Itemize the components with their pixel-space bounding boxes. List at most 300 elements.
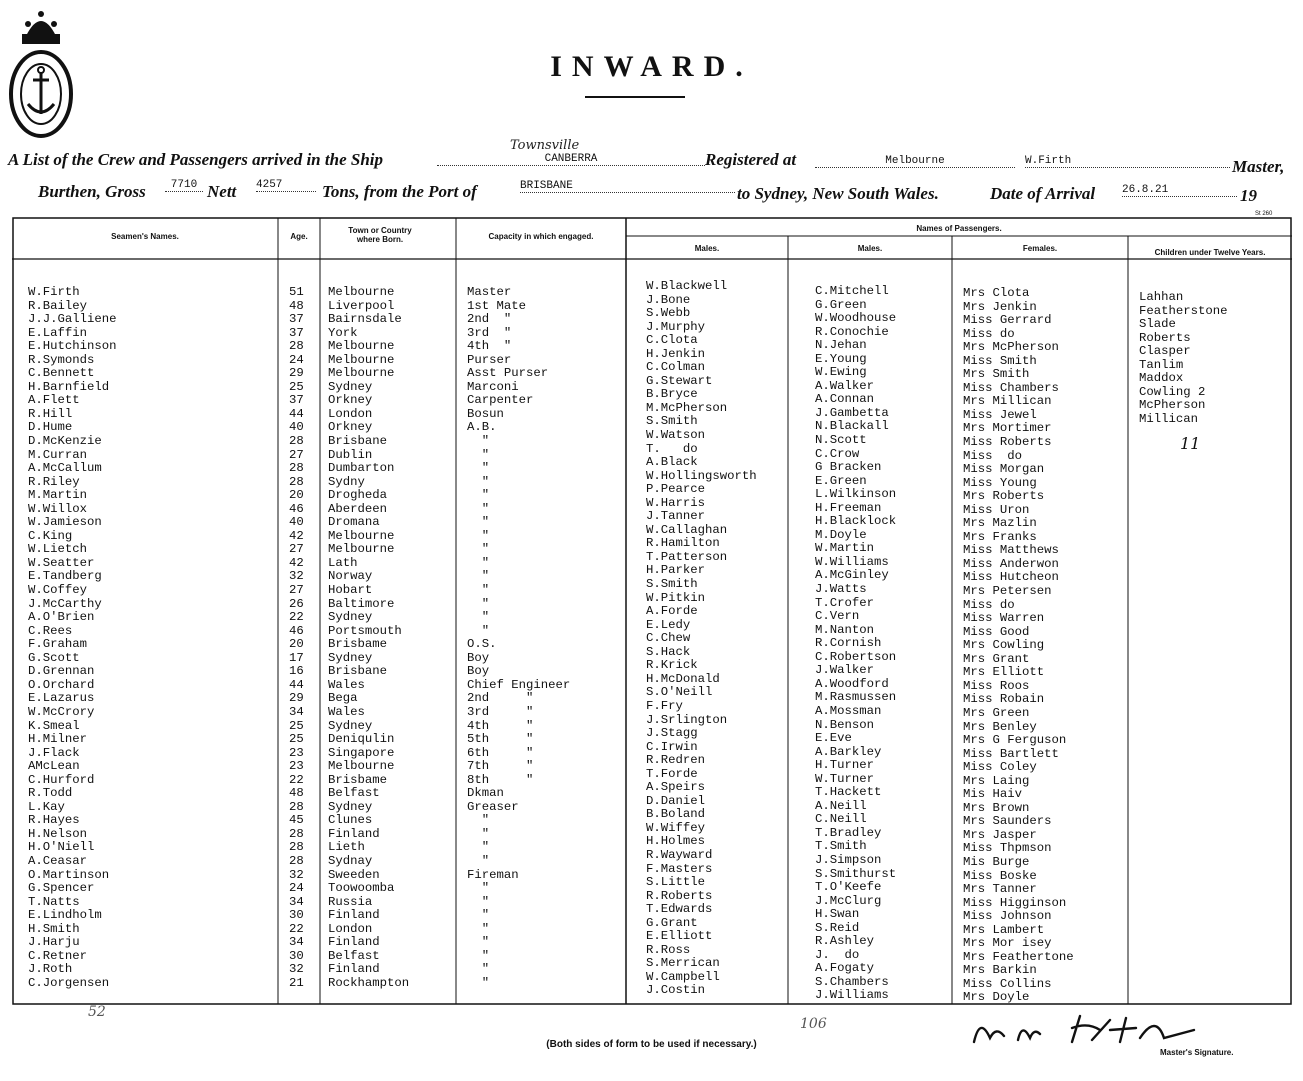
- crew-name: D.McKenzie: [28, 434, 102, 449]
- col-males-2: Males.: [857, 244, 883, 253]
- master-signature: [960, 1008, 1200, 1048]
- male-passenger: A.Black: [646, 455, 698, 470]
- crew-age: 37: [289, 393, 304, 408]
- female-passenger: Mrs Roberts: [963, 489, 1045, 504]
- crew-age: 45: [289, 813, 304, 828]
- crew-age: 37: [289, 325, 304, 340]
- male-passenger: G.Green: [815, 297, 867, 312]
- child-passenger: McPherson: [1139, 398, 1206, 413]
- children-column: [1139, 291, 1228, 426]
- col-seamen-names: Seamen's Names.: [111, 232, 179, 241]
- male-passenger: A.McGinley: [815, 568, 889, 583]
- crew-age: 25: [289, 379, 304, 394]
- female-passenger: Miss Matthews: [963, 543, 1059, 558]
- female-passenger: Mrs Mortimer: [963, 421, 1052, 436]
- crew-capacity-column: [467, 286, 570, 990]
- registered-label: Registered at: [705, 150, 797, 169]
- crew-capacity: Bosun: [467, 406, 504, 421]
- male-passenger: W.Martin: [815, 541, 875, 556]
- male-passenger: J.Tanner: [646, 509, 706, 524]
- male-passenger: F.Fry: [646, 698, 683, 713]
- crew-name: W.Lietch: [28, 542, 88, 557]
- crew-age: 44: [289, 677, 304, 692]
- crew-name: F.Graham: [28, 637, 88, 652]
- crew-capacity: ": [467, 853, 490, 868]
- crew-age: 28: [289, 799, 304, 814]
- crew-capacity: ": [467, 501, 490, 516]
- female-passenger: Mrs Saunders: [963, 814, 1052, 829]
- crew-town: Melbourne: [328, 366, 395, 381]
- crew-age: 28: [289, 826, 304, 841]
- crew-age: 44: [289, 406, 304, 421]
- male-passengers-column-1: [646, 280, 757, 998]
- male-passenger: A.Woodford: [815, 676, 889, 691]
- crew-name: J.McCarthy: [28, 596, 102, 611]
- crew-name: J.Flack: [28, 745, 80, 760]
- crew-age: 28: [289, 461, 304, 476]
- crew-name: R.Bailey: [28, 298, 88, 313]
- male-passenger: R.Roberts: [646, 888, 713, 903]
- crew-town: Finland: [328, 908, 380, 923]
- crew-capacity: ": [467, 515, 490, 530]
- crew-age: 28: [289, 474, 304, 489]
- male-passenger: W.Woodhouse: [815, 311, 897, 326]
- crew-capacity: ": [467, 610, 490, 625]
- male-passenger: S.Smithurst: [815, 866, 897, 881]
- crew-town: Brisbame: [328, 637, 388, 652]
- crew-town: Sydney: [328, 650, 373, 665]
- from-port: BRISBANE: [520, 180, 735, 193]
- crew-name: E.Laffin: [28, 325, 88, 340]
- crew-capacity: 3rd ": [467, 704, 534, 719]
- male-passenger: G Bracken: [815, 460, 882, 475]
- female-passenger: Mrs Barkin: [963, 963, 1037, 978]
- crew-capacity: A.B.: [467, 420, 497, 435]
- male-passenger: J.Walker: [815, 663, 875, 678]
- female-passenger: Miss Higginson: [963, 895, 1067, 910]
- arrival-date: 26.8.21: [1122, 184, 1237, 197]
- crew-town: Finland: [328, 962, 380, 977]
- male-passenger: J.Bone: [646, 292, 691, 307]
- male-passenger: M.McPherson: [646, 400, 728, 415]
- crew-age: 48: [289, 298, 304, 313]
- crew-name: H.Smith: [28, 921, 80, 936]
- male-passenger: R.Conochie: [815, 324, 889, 339]
- male-passenger: J.Costin: [646, 983, 706, 998]
- crew-capacity: ": [467, 623, 490, 638]
- male-passenger: W.Watson: [646, 428, 706, 443]
- ship-correction: Townsville: [510, 138, 580, 153]
- female-passenger: Miss Smith: [963, 353, 1037, 368]
- female-passenger: Mrs Cowling: [963, 638, 1045, 653]
- nett-label: Nett: [207, 182, 237, 201]
- crew-capacity: 1st Mate: [467, 298, 527, 313]
- male-passenger: S.Reid: [815, 920, 860, 935]
- male-passenger: M.Doyle: [815, 527, 867, 542]
- male-passenger: R.Ross: [646, 942, 691, 957]
- male-passenger: C.Chew: [646, 631, 691, 646]
- male-passenger: W.Turner: [815, 771, 875, 786]
- title-rule: [585, 96, 685, 98]
- crew-capacity: 2nd ": [467, 691, 534, 706]
- crew-town: Brisbane: [328, 664, 388, 679]
- total-count: 106: [800, 1016, 827, 1032]
- crew-capacity: ": [467, 488, 490, 503]
- female-passenger: Mis Burge: [963, 854, 1030, 869]
- crew-name: A.O'Brien: [28, 610, 95, 625]
- male-passenger: J.Williams: [815, 988, 889, 1003]
- col-males-1: Males.: [694, 244, 720, 253]
- female-passenger: Mrs Brown: [963, 800, 1030, 815]
- female-passenger: Miss Chambers: [963, 380, 1059, 395]
- crew-age: 22: [289, 772, 304, 787]
- crew-name: H.Barnfield: [28, 379, 110, 394]
- male-passenger: T.Hackett: [815, 785, 882, 800]
- crew-name: O.Martinson: [28, 867, 110, 882]
- crew-capacity: ": [467, 962, 490, 977]
- crew-name: W.McCrory: [28, 704, 95, 719]
- female-passenger: Mrs Elliott: [963, 665, 1045, 680]
- crew-age: 27: [289, 447, 304, 462]
- male-passenger: P.Pearce: [646, 482, 706, 497]
- male-passenger: R.Ashley: [815, 934, 875, 949]
- female-passengers-column: [963, 287, 1074, 1005]
- crew-capacity: ": [467, 975, 490, 990]
- female-passenger: Miss do: [963, 326, 1015, 341]
- crew-age: 46: [289, 501, 304, 516]
- crew-town: Melbourne: [328, 542, 395, 557]
- crew-name: A.Flett: [28, 393, 80, 408]
- female-passenger: Miss Gerrard: [963, 313, 1052, 328]
- male-passenger: S.Merrican: [646, 956, 720, 971]
- ship-name: CANBERRA: [437, 153, 705, 166]
- crew-town: Sweeden: [328, 867, 380, 882]
- male-passenger: L.Wilkinson: [815, 487, 897, 502]
- crew-capacity: ": [467, 894, 490, 909]
- crew-name: H.Nelson: [28, 826, 88, 841]
- crew-capacity: ": [467, 840, 490, 855]
- male-passenger: N.Benson: [815, 717, 875, 732]
- male-passengers-column-2: [815, 285, 896, 1003]
- crew-town: Orkney: [328, 393, 373, 408]
- male-passenger: E.Ledy: [646, 617, 691, 632]
- child-passenger: Cowling 2: [1139, 384, 1206, 399]
- crew-name: J.Harju: [28, 935, 80, 950]
- male-passenger: T.Edwards: [646, 902, 713, 917]
- crew-name: E.Hutchinson: [28, 339, 117, 354]
- male-passenger: T.Crofer: [815, 595, 875, 610]
- male-passenger: C.Clota: [646, 333, 698, 348]
- female-passenger: Miss do: [963, 448, 1023, 463]
- crew-capacity: 2nd ": [467, 312, 512, 327]
- crew-name: J.J.Galliene: [28, 312, 117, 327]
- crew-capacity: 4th ": [467, 718, 534, 733]
- arrival-label: Date of Arrival: [990, 184, 1096, 203]
- burthen-label: Burthen, Gross: [38, 182, 146, 201]
- male-passenger: A.Fogaty: [815, 961, 875, 976]
- crew-name: E.Tandberg: [28, 569, 102, 584]
- form-number: St 260: [1255, 211, 1273, 217]
- female-passenger: Mrs Smith: [963, 367, 1030, 382]
- male-passenger: E.Young: [815, 351, 867, 366]
- crew-capacity: O.S.: [467, 637, 497, 652]
- crew-capacity: ": [467, 935, 490, 950]
- female-passenger: Mrs Laing: [963, 773, 1030, 788]
- crew-age: 34: [289, 935, 304, 950]
- footer-note: (Both sides of form to be used if necessary.): [546, 1039, 757, 1050]
- crew-capacity: Boy: [467, 664, 490, 679]
- crew-town: Finland: [328, 826, 380, 841]
- crew-name: R.Hill: [28, 406, 73, 421]
- crew-town: York: [328, 325, 358, 340]
- col-females: Females.: [1022, 244, 1058, 253]
- master-name: W.Firth: [1025, 155, 1230, 168]
- crew-capacity: ": [467, 461, 490, 476]
- male-passenger: E.Eve: [815, 731, 852, 746]
- female-passenger: Mis Haiv: [963, 787, 1023, 802]
- crew-name: O.Orchard: [28, 677, 95, 692]
- crew-name: R.Todd: [28, 786, 73, 801]
- crew-age: 34: [289, 704, 304, 719]
- crew-capacity: Marconi: [467, 379, 519, 394]
- male-passenger: W.Ewing: [815, 365, 867, 380]
- crew-age: 42: [289, 555, 304, 570]
- male-passenger: J.Gambetta: [815, 405, 889, 420]
- male-passenger: A.Walker: [815, 378, 875, 393]
- year-prefix: 19: [1240, 186, 1257, 205]
- crew-name: A.McCallum: [28, 461, 102, 476]
- master-label: Master,: [1232, 157, 1285, 176]
- crew-age: 22: [289, 610, 304, 625]
- registered-port: Melbourne: [815, 155, 1015, 168]
- crew-town: Brisbane: [328, 434, 388, 449]
- male-passenger: N.Blackall: [815, 419, 889, 434]
- male-passenger: J.Stagg: [646, 726, 698, 741]
- crew-town: Liverpool: [328, 298, 395, 313]
- crew-town: Brisbame: [328, 772, 388, 787]
- crew-age: 20: [289, 488, 304, 503]
- crew-town: Clunes: [328, 813, 373, 828]
- female-passenger: Miss Anderwon: [963, 556, 1059, 571]
- crew-age: 32: [289, 569, 304, 584]
- crew-name: T.Natts: [28, 894, 80, 909]
- page-title: INWARD.: [550, 50, 753, 83]
- child-passenger: Tanlim: [1139, 357, 1184, 372]
- male-passenger: B.Boland: [646, 807, 706, 822]
- crew-capacity: Carpenter: [467, 393, 534, 408]
- male-passenger: C.Neill: [815, 812, 867, 827]
- crew-capacity: 7th ": [467, 759, 534, 774]
- crew-age: 22: [289, 921, 304, 936]
- crew-age: 34: [289, 894, 304, 909]
- crew-age: 24: [289, 881, 304, 896]
- crew-age: 23: [289, 759, 304, 774]
- crew-age: 25: [289, 732, 304, 747]
- crew-age: 26: [289, 596, 304, 611]
- crew-town: Norway: [328, 569, 373, 584]
- crew-name: H.Milner: [28, 732, 88, 747]
- crew-name: G.Spencer: [28, 881, 95, 896]
- female-passenger: Miss do: [963, 597, 1015, 612]
- crew-town: Melbourne: [328, 352, 395, 367]
- male-passenger: W.Wiffey: [646, 820, 706, 835]
- female-passenger: Miss Thpmson: [963, 841, 1052, 856]
- male-passenger: R.Krick: [646, 658, 698, 673]
- crew-age: 20: [289, 637, 304, 652]
- male-passenger: H.Parker: [646, 563, 706, 578]
- male-passenger: S.Little: [646, 875, 706, 890]
- female-passenger: Mrs G Ferguson: [963, 733, 1067, 748]
- male-passenger: W.Campbell: [646, 969, 720, 984]
- female-passenger: Miss Morgan: [963, 462, 1045, 477]
- male-passenger: H.Holmes: [646, 834, 706, 849]
- crew-town: Sydney: [328, 610, 373, 625]
- crew-name: M.Curran: [28, 447, 88, 462]
- female-passenger: Miss Good: [963, 624, 1030, 639]
- male-passenger: W.Harris: [646, 495, 706, 510]
- crew-town: Wales: [328, 704, 365, 719]
- crew-name: K.Smeal: [28, 718, 80, 733]
- crew-name: D.Grennan: [28, 664, 95, 679]
- crew-name: W.Firth: [28, 285, 80, 299]
- female-passenger: Miss Uron: [963, 502, 1030, 517]
- male-passenger: C.Colman: [646, 360, 706, 375]
- crew-name: C.King: [28, 528, 73, 543]
- male-passenger: T.Patterson: [646, 549, 728, 564]
- crew-name: AMcLean: [28, 759, 80, 774]
- female-passenger: Miss Warren: [963, 611, 1045, 626]
- crew-capacity: Greaser: [467, 799, 519, 814]
- crew-capacity: Asst Purser: [467, 366, 549, 381]
- male-passenger: T.Forde: [646, 766, 698, 781]
- crew-town: London: [328, 406, 373, 421]
- crew-name: M.Martin: [28, 488, 88, 503]
- crew-capacity: ": [467, 921, 490, 936]
- male-passenger: R.Hamilton: [646, 536, 720, 551]
- male-passenger: T.Bradley: [815, 825, 882, 840]
- crew-age: 28: [289, 840, 304, 855]
- to-label: to Sydney, New South Wales.: [737, 184, 939, 203]
- male-passenger: C.Vern: [815, 609, 860, 624]
- crew-age: 28: [289, 853, 304, 868]
- crew-age: 25: [289, 718, 304, 733]
- crew-capacity: Purser: [467, 352, 512, 367]
- crew-town: Dromana: [328, 515, 380, 530]
- children-total-mark: 11: [1180, 434, 1201, 453]
- female-passenger: Miss Coley: [963, 760, 1037, 775]
- col-children: Children under Twelve Years.: [1154, 248, 1266, 257]
- male-passenger: T.O'Keefe: [815, 880, 882, 895]
- female-passenger: Miss Roos: [963, 678, 1030, 693]
- male-passenger: A.Forde: [646, 604, 698, 619]
- male-passenger: G.Grant: [646, 915, 698, 930]
- crew-town: London: [328, 921, 373, 936]
- female-passenger: Mrs Jasper: [963, 827, 1037, 842]
- crew-name: C.Retner: [28, 948, 88, 963]
- crew-capacity: ": [467, 555, 490, 570]
- crew-town: Bairnsdale: [328, 312, 402, 327]
- crew-town: Rockhampton: [328, 975, 410, 990]
- female-passenger: Miss Jewel: [963, 407, 1037, 422]
- crew-town: Sydney: [328, 799, 373, 814]
- crew-age: 29: [289, 366, 304, 381]
- male-passenger: H.Freeman: [815, 500, 882, 515]
- female-passenger: Mrs Feathertone: [963, 949, 1074, 964]
- crew-capacity: ": [467, 569, 490, 584]
- male-passenger: D.Daniel: [646, 793, 706, 808]
- crew-name: G.Scott: [28, 650, 80, 665]
- crew-age: 28: [289, 339, 304, 354]
- female-passenger: Mrs Franks: [963, 529, 1037, 544]
- male-passenger: T.Smith: [815, 839, 867, 854]
- col-capacity: Capacity in which engaged.: [488, 232, 594, 241]
- male-passenger: S.Smith: [646, 577, 698, 592]
- male-passenger: J.Srlington: [646, 712, 728, 727]
- nett-tons: 4257: [256, 179, 316, 192]
- male-passenger: A.Speirs: [646, 780, 706, 795]
- crew-name: E.Lazarus: [28, 691, 95, 706]
- crew-age: 46: [289, 623, 304, 638]
- female-passenger: Miss Hutcheon: [963, 570, 1059, 585]
- male-passenger: C.Crow: [815, 446, 860, 461]
- crew-town: Dublin: [328, 447, 373, 462]
- crew-capacity: ": [467, 542, 490, 557]
- crew-town: Drogheda: [328, 488, 388, 503]
- crew-capacity: ": [467, 583, 490, 598]
- female-passenger: Mrs Petersen: [963, 584, 1052, 599]
- male-passenger: M.Nanton: [815, 622, 875, 637]
- crew-capacity: ": [467, 528, 490, 543]
- crew-age: 28: [289, 434, 304, 449]
- crew-town: Baltimore: [328, 596, 395, 611]
- female-passenger: Mrs Tanner: [963, 882, 1037, 897]
- crew-age: 17: [289, 650, 304, 665]
- male-passenger: S.Chambers: [815, 974, 889, 989]
- crew-capacity: 8th ": [467, 772, 534, 787]
- crew-name: C.Bennett: [28, 366, 95, 381]
- crew-age: 24: [289, 352, 304, 367]
- crew-capacity: ": [467, 826, 490, 841]
- female-passenger: Mrs Mazlin: [963, 516, 1037, 531]
- female-passenger: Miss Roberts: [963, 435, 1052, 450]
- child-passenger: Featherstone: [1139, 303, 1228, 318]
- male-passenger: R.Wayward: [646, 847, 713, 862]
- crew-capacity: ": [467, 474, 490, 489]
- male-passenger: W.Blackwell: [646, 279, 728, 293]
- crew-name: C.Rees: [28, 623, 73, 638]
- crew-town: Lieth: [328, 840, 365, 855]
- male-passenger: E.Elliott: [646, 929, 713, 944]
- female-passenger: Mrs Lambert: [963, 922, 1045, 937]
- crew-capacity: ": [467, 596, 490, 611]
- crew-name: C.Jorgensen: [28, 975, 110, 990]
- male-passenger: R.Cornish: [815, 636, 882, 651]
- female-passenger: Mrs Clota: [963, 286, 1030, 300]
- crew-capacity: 3rd ": [467, 325, 512, 340]
- male-passenger: H.Turner: [815, 758, 875, 773]
- crew-town: Lath: [328, 555, 358, 570]
- male-passenger: C.Irwin: [646, 739, 698, 754]
- crew-age: 48: [289, 786, 304, 801]
- crew-name: E.Lindholm: [28, 908, 102, 923]
- crew-capacity: ": [467, 447, 490, 462]
- crew-town: Sydney: [328, 718, 373, 733]
- male-passenger: S.Hack: [646, 644, 691, 659]
- female-passenger: Miss Boske: [963, 868, 1037, 883]
- female-passenger: Mrs Benley: [963, 719, 1037, 734]
- crew-name: W.Willox: [28, 501, 88, 516]
- female-passenger: Mrs Green: [963, 705, 1030, 720]
